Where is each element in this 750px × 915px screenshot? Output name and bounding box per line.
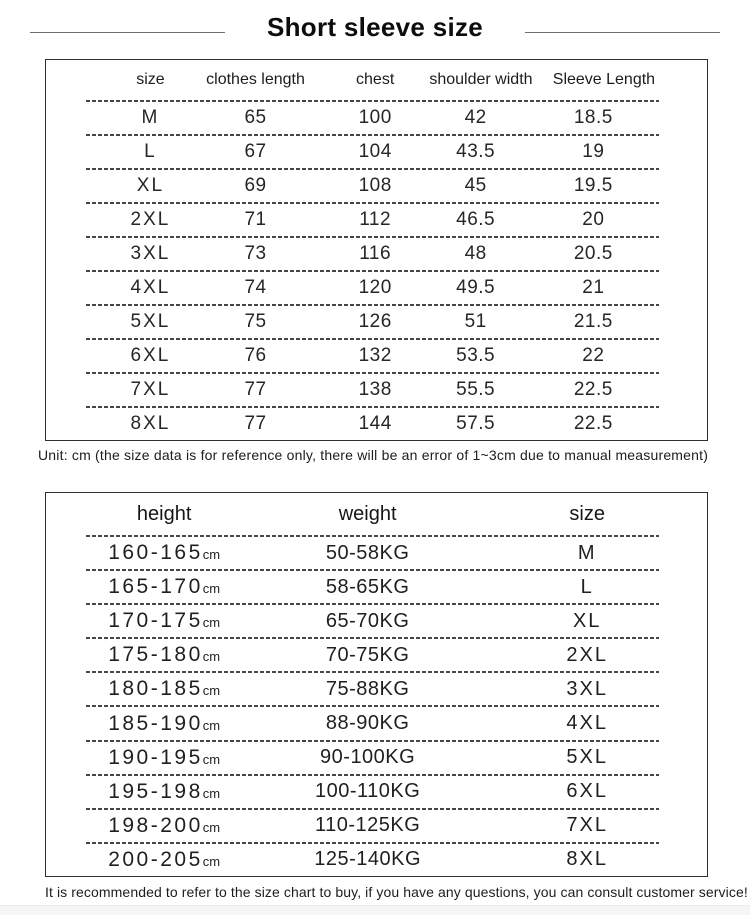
size-table-header-row (46, 60, 707, 100)
shoulder-width-cell: 46.5 (456, 209, 496, 230)
weight-range-cell: 75-88KG (325, 677, 410, 700)
height-range-cell (85, 609, 243, 633)
height-range-value: 200-205 (108, 847, 203, 871)
chest-cell: 104 (358, 141, 392, 162)
page-title: Short sleeve size (266, 11, 484, 42)
fit-table-row (46, 776, 707, 808)
height-range-cell (85, 575, 243, 599)
height-range-cell (85, 712, 243, 736)
chest-cell: 120 (358, 277, 392, 298)
height-range-value: 170-175 (108, 609, 203, 633)
height-unit-label: cm (202, 683, 221, 699)
chest-cell: 116 (359, 243, 392, 264)
column-header-chest: chest (356, 71, 395, 88)
clothes-length-cell: 65 (244, 107, 267, 128)
weight-range-cell: 100-110KG (314, 780, 421, 803)
height-unit-label: cm (202, 819, 221, 835)
fit-table-row (46, 639, 707, 671)
weight-range-cell: 58-65KG (325, 575, 410, 598)
shoulder-width-cell: 57.5 (456, 413, 496, 434)
height-range-cell (85, 814, 243, 838)
recommended-size-cell: 2XL (566, 643, 608, 666)
fit-table-header-row (46, 493, 707, 535)
size-cell: 5XL (130, 311, 171, 332)
recommended-size-cell: 6XL (566, 780, 608, 803)
shoulder-width-cell: 45 (464, 175, 487, 196)
size-table-body (46, 100, 707, 440)
weight-range-cell: 125-140KG (314, 848, 422, 871)
shoulder-width-cell: 49.5 (456, 277, 496, 298)
fit-table-row (46, 844, 707, 876)
fit-table-row (46, 605, 707, 637)
size-cell: 8XL (130, 413, 171, 434)
clothes-length-cell: 74 (244, 277, 267, 298)
weight-range-cell: 50-58KG (325, 541, 410, 564)
recommendation-note: It is recommended to refer to the size chart to buy, if you have any questions, you can consult customer service! (45, 884, 748, 900)
height-range-value: 180-185 (108, 677, 203, 701)
clothes-length-cell: 67 (244, 141, 267, 162)
clothes-length-cell: 75 (244, 311, 267, 332)
size-measurements-table (45, 59, 708, 441)
shoulder-width-cell: 55.5 (456, 379, 496, 400)
recommended-size-cell: M (577, 541, 597, 564)
size-table-row (46, 238, 707, 270)
fit-table-row (46, 673, 707, 705)
height-range-value: 190-195 (108, 745, 203, 769)
height-unit-label: cm (202, 717, 221, 733)
height-range-cell (85, 677, 243, 701)
clothes-length-cell: 73 (244, 243, 267, 264)
fit-table-body (46, 535, 707, 876)
column-header-weight: weight (338, 502, 397, 525)
size-cell: 7XL (130, 379, 171, 400)
size-table-row (46, 272, 707, 304)
weight-range-cell: 88-90KG (325, 712, 410, 735)
height-range-value: 185-190 (108, 711, 203, 735)
title-left-rule (30, 32, 225, 33)
bottom-strip (0, 905, 750, 915)
fit-table-row (46, 571, 707, 603)
weight-range-cell: 110-125KG (314, 814, 421, 837)
column-header-height: height (136, 502, 192, 525)
column-header-sleeve-length: Sleeve Length (552, 71, 656, 88)
unit-note: Unit: cm (the size data is for reference only, there will be an error of 1~3cm due to manual measurement) (38, 447, 709, 463)
height-range-value: 198-200 (108, 813, 203, 837)
weight-range-cell: 90-100KG (320, 746, 416, 769)
sleeve-length-cell: 21.5 (573, 311, 613, 332)
sleeve-length-cell: 21 (582, 277, 605, 298)
chest-cell: 126 (358, 311, 392, 332)
sleeve-length-cell: 22 (582, 345, 605, 366)
size-cell: L (144, 141, 157, 162)
size-table-row (46, 136, 707, 168)
page-header (0, 6, 750, 48)
shoulder-width-cell: 42 (464, 107, 487, 128)
height-range-value: 165-170 (108, 575, 203, 599)
clothes-length-cell: 77 (244, 413, 267, 434)
recommended-size-cell: L (580, 575, 594, 598)
size-table-row (46, 306, 707, 338)
size-table-row (46, 340, 707, 372)
chest-cell: 138 (358, 379, 392, 400)
size-table-row (46, 374, 707, 406)
height-unit-label: cm (202, 649, 221, 665)
height-unit-label: cm (202, 547, 221, 563)
recommended-size-cell: 8XL (566, 848, 608, 871)
column-header-shoulder-width: shoulder width (429, 71, 533, 88)
sleeve-length-cell: 22.5 (573, 413, 613, 434)
height-range-cell (85, 848, 243, 872)
weight-range-cell: 70-75KG (325, 643, 410, 666)
fit-table-row (46, 810, 707, 842)
height-unit-label: cm (202, 751, 221, 767)
size-table-row (46, 102, 707, 134)
size-cell: 2XL (130, 209, 171, 230)
clothes-length-cell: 77 (244, 379, 267, 400)
height-range-cell (85, 746, 243, 770)
recommended-size-cell: 5XL (566, 746, 608, 769)
fit-table-row (46, 707, 707, 739)
fit-table-row (46, 537, 707, 569)
sleeve-length-cell: 18.5 (573, 107, 613, 128)
sleeve-length-cell: 20 (582, 209, 605, 230)
size-table-row (46, 408, 707, 440)
clothes-length-cell: 71 (244, 209, 267, 230)
size-cell: 6XL (130, 345, 171, 366)
height-unit-label: cm (202, 785, 221, 801)
sleeve-length-cell: 19.5 (573, 175, 613, 196)
chest-cell: 108 (358, 175, 392, 196)
recommended-size-cell: 7XL (566, 814, 608, 837)
shoulder-width-cell: 48 (464, 243, 487, 264)
height-range-value: 160-165 (108, 541, 203, 565)
size-cell: XL (136, 175, 165, 196)
recommended-size-cell: XL (572, 609, 602, 632)
size-cell: 4XL (130, 277, 171, 298)
height-range-value: 175-180 (108, 643, 203, 667)
height-unit-label: cm (202, 615, 221, 631)
size-table-row (46, 204, 707, 236)
height-range-cell (85, 541, 243, 565)
height-range-cell (85, 643, 243, 667)
chest-cell: 144 (358, 413, 392, 434)
recommended-size-cell: 3XL (566, 677, 608, 700)
sleeve-length-cell: 22.5 (573, 379, 613, 400)
recommended-size-cell: 4XL (566, 712, 608, 735)
size-table-row (46, 170, 707, 202)
height-unit-label: cm (202, 581, 221, 597)
chest-cell: 100 (358, 107, 392, 128)
shoulder-width-cell: 43.5 (456, 141, 496, 162)
weight-range-cell: 65-70KG (325, 609, 410, 632)
height-range-cell (85, 780, 243, 804)
column-header-clothes-length: clothes length (206, 71, 305, 88)
chest-cell: 112 (359, 209, 392, 230)
shoulder-width-cell: 53.5 (456, 345, 496, 366)
clothes-length-cell: 69 (244, 175, 267, 196)
height-range-value: 195-198 (108, 779, 203, 803)
sleeve-length-cell: 19 (582, 141, 605, 162)
sleeve-length-cell: 20.5 (573, 243, 613, 264)
shoulder-width-cell: 51 (464, 311, 487, 332)
column-header-size: size (136, 71, 165, 88)
size-cell: 3XL (130, 243, 171, 264)
title-right-rule (525, 32, 720, 33)
clothes-length-cell: 76 (244, 345, 267, 366)
fit-table-row (46, 742, 707, 774)
column-header-size: size (569, 502, 605, 525)
size-cell: M (141, 107, 160, 128)
height-unit-label: cm (202, 853, 221, 869)
chest-cell: 132 (358, 345, 392, 366)
height-weight-fit-table (45, 492, 708, 877)
